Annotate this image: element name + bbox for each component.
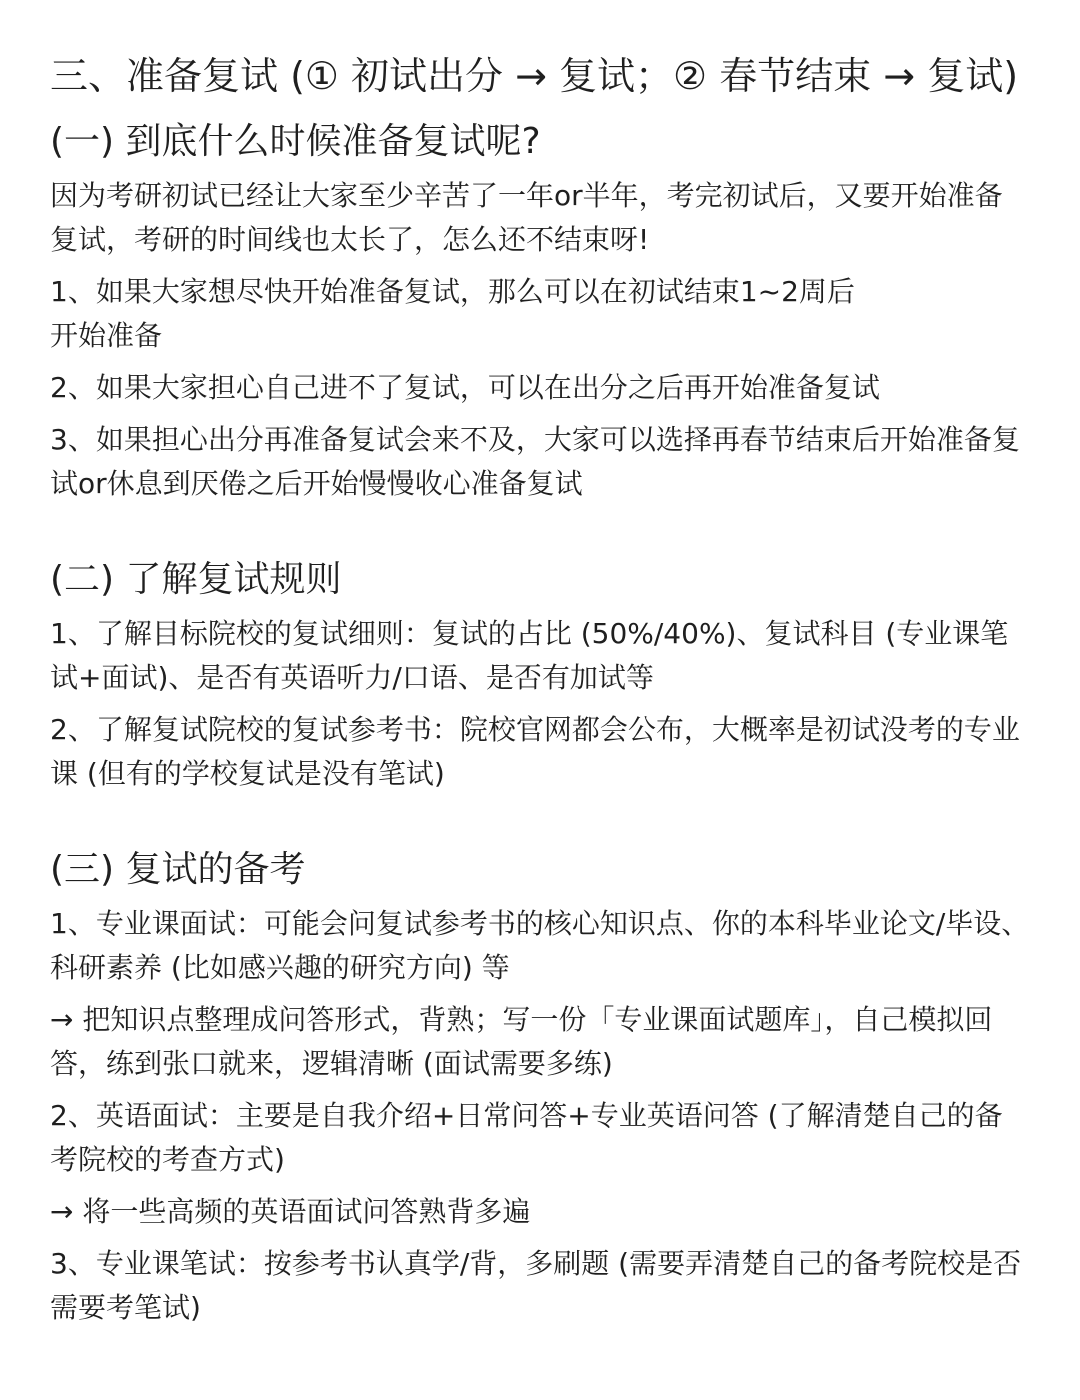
paragraph: 3、如果担心出分再准备复试会来不及，大家可以选择再春节结束后开始准备复试or休息到厌倦之后开始慢慢收心准备复试: [50, 423, 1020, 500]
paragraph: 2、英语面试：主要是自我介绍+日常问答+专业英语问答 (了解清楚自己的备考院校的考查方式): [50, 1099, 1003, 1176]
paragraph: 1、了解目标院校的复试细则：复试的占比 (50%/40%)、复试科目 (专业课笔试+面试)、是否有英语听力/口语、是否有加试等: [50, 617, 1009, 694]
paragraph: → 将一些高频的英语面试问答熟背多遍: [50, 1195, 531, 1228]
paragraph: 因为考研初试已经让大家至少辛苦了一年or半年，考完初试后，又要开始准备复试，考研的时间线也太长了，怎么还不结束呀!: [50, 179, 1003, 256]
section-spacer: [50, 514, 1030, 554]
page-title: 三、准备复试 (① 初试出分 → 复试；② 春节结束 → 复试): [50, 54, 1019, 98]
section-heading-rules: (二) 了解复试规则: [50, 559, 342, 600]
section-heading-when: (一) 到底什么时候准备复试呢?: [50, 121, 541, 162]
section-heading-prep: (三) 复试的备考: [50, 849, 306, 890]
paragraph: 1、如果大家想尽快开始准备复试，那么可以在初试结束1~2周后 开始准备: [50, 275, 855, 352]
paragraph: → 把知识点整理成问答形式，背熟；写一份「专业课面试题库」，自己模拟回答，练到张口就来，逻辑清晰 (面试需要多练): [50, 1003, 993, 1080]
paragraph: 2、了解复试院校的复试参考书：院校官网都会公布，大概率是初试没考的专业课 (但有的学校复试是没有笔试): [50, 713, 1020, 790]
paragraph: 3、专业课笔试：按参考书认真学/背，多刷题 (需要弄清楚自己的备考院校是否需要考笔试): [50, 1247, 1022, 1324]
paragraph: 1、专业课面试：可能会问复试参考书的核心知识点、你的本科毕业论文/毕设、科研素养 (比如感兴趣的研究方向) 等: [50, 907, 1030, 984]
paragraph: 2、如果大家担心自己进不了复试，可以在出分之后再开始准备复试: [50, 371, 880, 404]
section-spacer: [50, 804, 1030, 844]
